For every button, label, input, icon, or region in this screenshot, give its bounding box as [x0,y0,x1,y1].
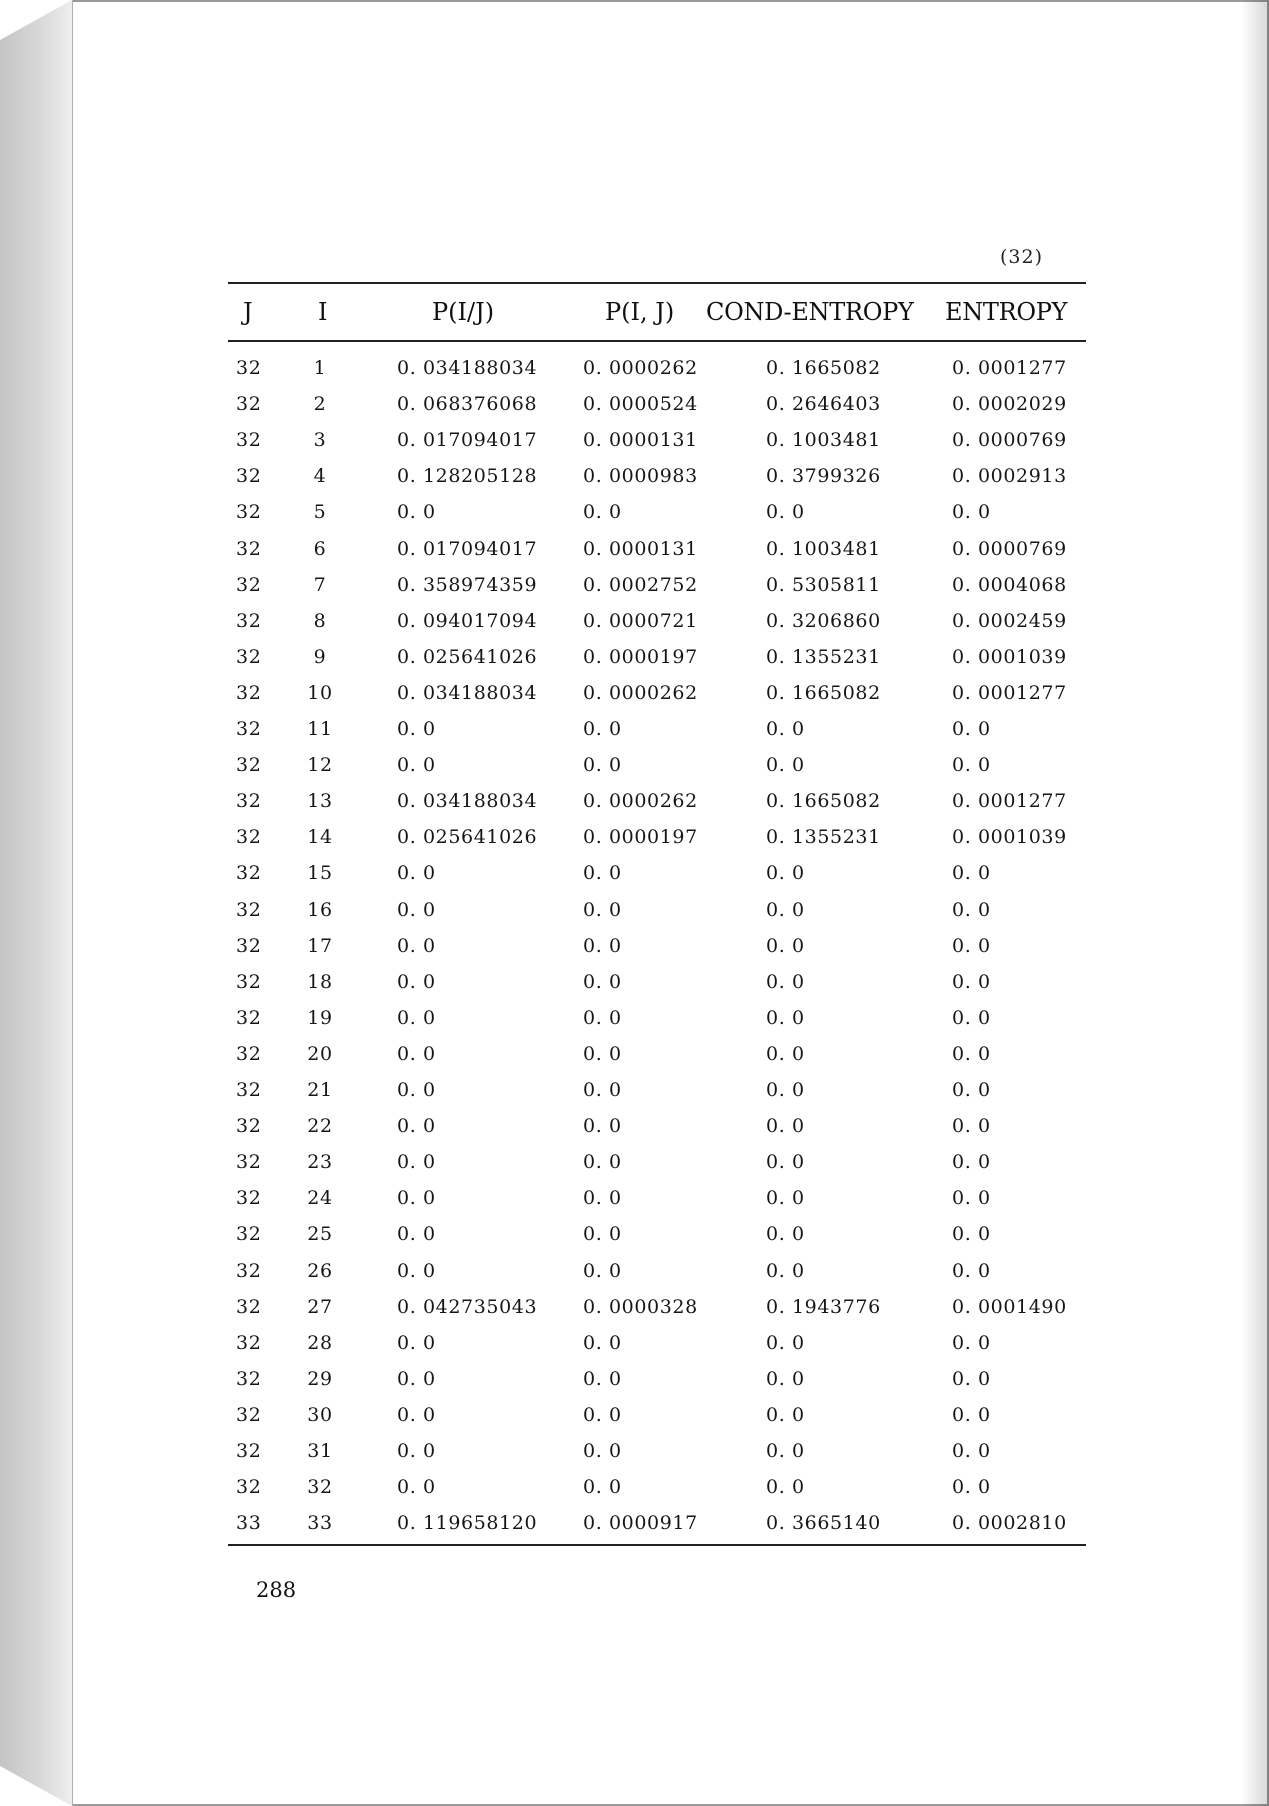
table-row [0,567,1269,603]
table-row [0,1144,1269,1180]
cell-entropy: 0. 0 [952,1079,991,1101]
cell-i: 11 [307,718,333,740]
cell-cond-entropy: 0. 0 [766,1042,805,1065]
cell-i: 3 [313,429,327,452]
cell-cond-entropy: 0. 0 [766,718,805,740]
table-row [0,1433,1269,1469]
cell-j: 32 [236,1042,262,1065]
cell-p-i-j: 0. 0000262 [583,681,698,704]
cell-p-i-given-j: 0. 358974359 [397,573,538,596]
cell-j: 32 [236,1331,262,1354]
table-row [0,350,1269,386]
cell-entropy: 0. 0 [952,1259,991,1282]
cell-p-i-given-j: 0. 042735043 [397,1295,538,1318]
cell-p-i-given-j: 0. 0 [397,1006,436,1029]
cell-entropy: 0. 0 [952,862,991,885]
cell-i: 21 [307,1079,333,1101]
cell-p-i-j: 0. 0 [583,1476,622,1499]
cell-p-i-given-j: 0. 034188034 [397,357,538,379]
table-row [0,819,1269,855]
cell-p-i-j: 0. 0000131 [583,429,698,452]
table-row [0,1108,1269,1144]
cell-j: 32 [236,1115,262,1138]
cell-j: 32 [236,1367,262,1390]
cell-cond-entropy: 0. 1665082 [766,357,881,379]
cell-p-i-j: 0. 0000983 [583,465,698,488]
cell-i: 16 [307,898,333,921]
cell-p-i-j: 0. 0 [583,1440,622,1462]
cell-p-i-j: 0. 0 [583,501,622,524]
cell-j: 32 [236,645,262,668]
cell-i: 17 [307,934,333,957]
cell-entropy: 0. 0 [952,1042,991,1065]
cell-p-i-given-j: 0. 068376068 [397,393,538,416]
cell-entropy: 0. 0000769 [952,429,1067,452]
cell-cond-entropy: 0. 0 [766,970,805,993]
cell-entropy: 0. 0 [952,1403,991,1426]
table-row [0,855,1269,891]
cell-i: 23 [307,1151,333,1174]
cell-entropy: 0. 0 [952,1187,991,1210]
cell-cond-entropy: 0. 3665140 [766,1512,881,1535]
cell-cond-entropy: 0. 0 [766,1187,805,1210]
table-row [0,1469,1269,1505]
cell-i: 19 [307,1006,333,1029]
cell-p-i-given-j: 0. 0 [397,862,436,885]
cell-j: 32 [236,1440,262,1462]
cell-p-i-j: 0. 0 [583,1042,622,1065]
cell-p-i-given-j: 0. 0 [397,1259,436,1282]
page-marker: (32) [1000,246,1044,268]
cell-p-i-given-j: 0. 128205128 [397,465,538,488]
cell-j: 32 [236,501,262,524]
cell-entropy: 0. 0 [952,718,991,740]
cell-p-i-given-j: 0. 0 [397,1331,436,1354]
table-row [0,892,1269,928]
cell-i: 29 [307,1367,333,1390]
cell-entropy: 0. 0 [952,1367,991,1390]
cell-i: 15 [307,862,333,885]
header-i: I [318,298,328,326]
cell-p-i-given-j: 0. 0 [397,1440,436,1462]
cell-j: 33 [236,1512,262,1535]
cell-p-i-given-j: 0. 025641026 [397,645,538,668]
cell-p-i-given-j: 0. 0 [397,1367,436,1390]
cell-p-i-j: 0. 0 [583,1115,622,1138]
cell-i: 20 [307,1042,333,1065]
cell-entropy: 0. 0 [952,934,991,957]
cell-p-i-j: 0. 0000524 [583,393,698,416]
table-row [0,458,1269,494]
table-row [0,422,1269,458]
cell-i: 2 [313,393,327,416]
cell-cond-entropy: 0. 1003481 [766,537,881,560]
cell-p-i-given-j: 0. 025641026 [397,826,538,849]
cell-j: 32 [236,465,262,488]
table-row [0,603,1269,639]
cell-cond-entropy: 0. 0 [766,1367,805,1390]
cell-entropy: 0. 0002029 [952,393,1067,416]
table-row [0,639,1269,675]
cell-p-i-given-j: 0. 0 [397,1115,436,1138]
cell-p-i-j: 0. 0 [583,898,622,921]
cell-cond-entropy: 0. 0 [766,1151,805,1174]
cell-i: 28 [307,1331,333,1354]
cell-j: 32 [236,393,262,416]
cell-j: 32 [236,681,262,704]
cell-p-i-j: 0. 0 [583,1151,622,1174]
cell-i: 1 [313,357,327,379]
cell-cond-entropy: 0. 0 [766,1331,805,1354]
cell-p-i-j: 0. 0000262 [583,790,698,813]
cell-p-i-given-j: 0. 0 [397,718,436,740]
cell-j: 32 [236,898,262,921]
table-row [0,928,1269,964]
cell-i: 18 [307,970,333,993]
cell-j: 32 [236,1295,262,1318]
cell-p-i-given-j: 0. 0 [397,1476,436,1499]
cell-p-i-j: 0. 0 [583,1331,622,1354]
cell-p-i-j: 0. 0000262 [583,357,698,379]
cell-p-i-given-j: 0. 0 [397,501,436,524]
cell-j: 32 [236,1223,262,1246]
cell-p-i-given-j: 0. 0 [397,1403,436,1426]
cell-p-i-j: 0. 0 [583,1079,622,1101]
cell-i: 32 [307,1476,333,1499]
cell-p-i-j: 0. 0 [583,934,622,957]
cell-entropy: 0. 0 [952,1151,991,1174]
cell-cond-entropy: 0. 0 [766,1403,805,1426]
header-p-i-given-j: P(I/J) [432,298,495,326]
cell-entropy: 0. 0004068 [952,573,1067,596]
cell-entropy: 0. 0002913 [952,465,1067,488]
cell-entropy: 0. 0 [952,898,991,921]
table-row [0,1505,1269,1541]
cell-j: 32 [236,609,262,632]
cell-entropy: 0. 0 [952,1331,991,1354]
cell-cond-entropy: 0. 0 [766,1006,805,1029]
cell-p-i-j: 0. 0 [583,1187,622,1210]
cell-p-i-given-j: 0. 0 [397,1042,436,1065]
table-row [0,1289,1269,1325]
cell-p-i-j: 0. 0 [583,718,622,740]
cell-i: 13 [307,790,333,813]
cell-entropy: 0. 0001039 [952,645,1067,668]
cell-p-i-given-j: 0. 0 [397,1223,436,1246]
cell-i: 12 [307,754,333,777]
table-row [0,1000,1269,1036]
cell-cond-entropy: 0. 1355231 [766,826,881,849]
cell-cond-entropy: 0. 0 [766,1079,805,1101]
cell-cond-entropy: 0. 0 [766,934,805,957]
cell-p-i-given-j: 0. 119658120 [397,1512,538,1535]
header-j: J [243,298,253,326]
header-bottom-rule [228,340,1086,342]
cell-j: 32 [236,862,262,885]
cell-cond-entropy: 0. 0 [766,1259,805,1282]
cell-j: 32 [236,357,262,379]
cell-entropy: 0. 0001490 [952,1295,1067,1318]
cell-j: 32 [236,1476,262,1499]
cell-p-i-j: 0. 0000197 [583,826,698,849]
cell-j: 32 [236,1187,262,1210]
table-row [0,531,1269,567]
cell-p-i-given-j: 0. 094017094 [397,609,538,632]
table-row [0,1036,1269,1072]
cell-j: 32 [236,1079,262,1101]
table-row [0,1180,1269,1216]
cell-cond-entropy: 0. 0 [766,1440,805,1462]
cell-cond-entropy: 0. 1003481 [766,429,881,452]
cell-j: 32 [236,754,262,777]
cell-p-i-j: 0. 0 [583,1006,622,1029]
cell-i: 14 [307,826,333,849]
header-p-i-j: P(I, J) [605,298,675,326]
cell-p-i-given-j: 0. 0 [397,1187,436,1210]
cell-p-i-j: 0. 0000197 [583,645,698,668]
cell-i: 9 [313,645,327,668]
page-number: 288 [256,1578,297,1602]
cell-entropy: 0. 0001277 [952,681,1067,704]
cell-i: 30 [307,1403,333,1426]
cell-i: 31 [307,1440,333,1462]
cell-entropy: 0. 0002459 [952,609,1067,632]
cell-j: 32 [236,429,262,452]
cell-j: 32 [236,573,262,596]
cell-j: 32 [236,1403,262,1426]
cell-j: 32 [236,826,262,849]
table-row [0,1072,1269,1108]
spine-top-corner [0,0,72,40]
table-row [0,1361,1269,1397]
cell-j: 32 [236,790,262,813]
table-row [0,747,1269,783]
cell-p-i-j: 0. 0000917 [583,1512,698,1535]
table-row [0,386,1269,422]
cell-entropy: 0. 0000769 [952,537,1067,560]
cell-p-i-given-j: 0. 0 [397,898,436,921]
cell-entropy: 0. 0 [952,1006,991,1029]
table-row [0,964,1269,1000]
table-row [0,711,1269,747]
cell-p-i-j: 0. 0000328 [583,1295,698,1318]
table-bottom-rule [228,1544,1086,1546]
cell-i: 24 [307,1187,333,1210]
cell-i: 27 [307,1295,333,1318]
cell-cond-entropy: 0. 0 [766,898,805,921]
cell-cond-entropy: 0. 1665082 [766,790,881,813]
cell-p-i-given-j: 0. 017094017 [397,537,538,560]
spine-bottom-corner [0,1766,72,1806]
cell-entropy: 0. 0 [952,1115,991,1138]
table-row [0,783,1269,819]
cell-entropy: 0. 0001277 [952,790,1067,813]
cell-p-i-given-j: 0. 0 [397,754,436,777]
table-row [0,1253,1269,1289]
cell-cond-entropy: 0. 0 [766,862,805,885]
cell-j: 32 [236,1006,262,1029]
cell-p-i-given-j: 0. 0 [397,1079,436,1101]
cell-entropy: 0. 0 [952,1440,991,1462]
cell-cond-entropy: 0. 1943776 [766,1295,881,1318]
table-top-rule [228,282,1086,284]
cell-cond-entropy: 0. 0 [766,1115,805,1138]
cell-i: 7 [313,573,327,596]
cell-i: 4 [313,465,327,488]
cell-p-i-j: 0. 0 [583,1223,622,1246]
cell-cond-entropy: 0. 5305811 [766,573,881,596]
cell-p-i-given-j: 0. 0 [397,934,436,957]
cell-p-i-given-j: 0. 034188034 [397,681,538,704]
cell-i: 10 [307,681,333,704]
cell-entropy: 0. 0 [952,1223,991,1246]
cell-i: 25 [307,1223,333,1246]
cell-j: 32 [236,537,262,560]
cell-p-i-j: 0. 0 [583,970,622,993]
cell-entropy: 0. 0 [952,501,991,524]
cell-cond-entropy: 0. 0 [766,501,805,524]
cell-i: 33 [307,1512,333,1535]
cell-p-i-j: 0. 0 [583,862,622,885]
cell-cond-entropy: 0. 3206860 [766,609,881,632]
cell-p-i-given-j: 0. 0 [397,1151,436,1174]
table-row [0,1325,1269,1361]
cell-i: 22 [307,1115,333,1138]
cell-p-i-given-j: 0. 034188034 [397,790,538,813]
cell-entropy: 0. 0001277 [952,357,1067,379]
cell-cond-entropy: 0. 0 [766,754,805,777]
cell-j: 32 [236,1259,262,1282]
cell-cond-entropy: 0. 1665082 [766,681,881,704]
cell-p-i-given-j: 0. 017094017 [397,429,538,452]
header-cond-entropy: COND-ENTROPY [706,298,914,326]
cell-cond-entropy: 0. 2646403 [766,393,881,416]
cell-cond-entropy: 0. 1355231 [766,645,881,668]
cell-i: 6 [313,537,327,560]
cell-entropy: 0. 0001039 [952,826,1067,849]
cell-cond-entropy: 0. 3799326 [766,465,881,488]
cell-p-i-j: 0. 0 [583,754,622,777]
cell-entropy: 0. 0 [952,754,991,777]
table-row [0,1397,1269,1433]
cell-p-i-j: 0. 0000131 [583,537,698,560]
cell-entropy: 0. 0002810 [952,1512,1067,1535]
cell-i: 8 [313,609,327,632]
cell-p-i-j: 0. 0 [583,1259,622,1282]
table-row [0,1216,1269,1252]
table-row [0,494,1269,530]
cell-entropy: 0. 0 [952,1476,991,1499]
cell-p-i-j: 0. 0002752 [583,573,698,596]
cell-p-i-j: 0. 0 [583,1403,622,1426]
cell-p-i-given-j: 0. 0 [397,970,436,993]
cell-j: 32 [236,970,262,993]
cell-i: 5 [313,501,327,524]
cell-j: 32 [236,1151,262,1174]
cell-cond-entropy: 0. 0 [766,1476,805,1499]
cell-j: 32 [236,718,262,740]
cell-i: 26 [307,1259,333,1282]
cell-cond-entropy: 0. 0 [766,1223,805,1246]
cell-p-i-j: 0. 0 [583,1367,622,1390]
cell-entropy: 0. 0 [952,970,991,993]
table-row [0,675,1269,711]
cell-j: 32 [236,934,262,957]
cell-p-i-j: 0. 0000721 [583,609,698,632]
header-entropy: ENTROPY [945,298,1068,326]
